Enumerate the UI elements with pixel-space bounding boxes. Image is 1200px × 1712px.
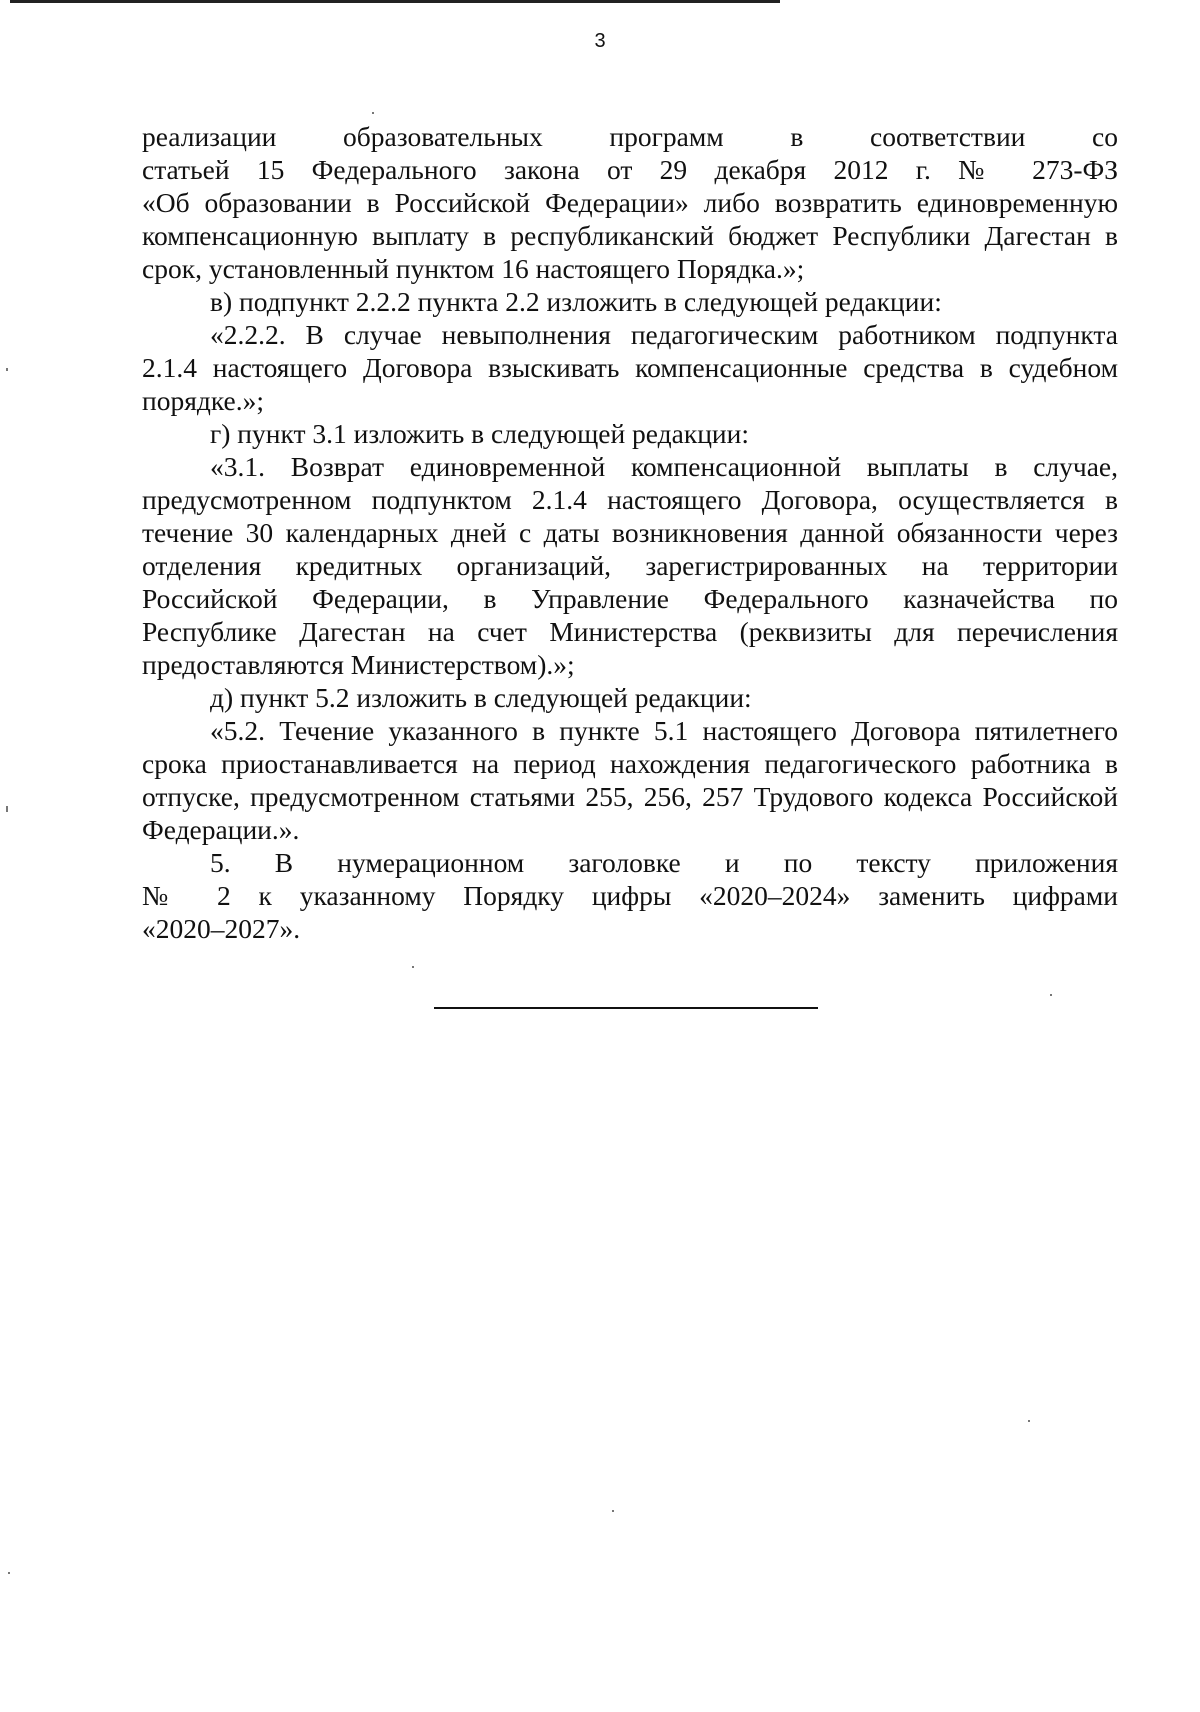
text-line: «Об образовании в Российской Федерации» либо возвратить единовременную bbox=[142, 187, 1118, 218]
scan-speck bbox=[1050, 994, 1052, 996]
text-line: г) пункт 3.1 изложить в следующей редакции: bbox=[210, 418, 749, 449]
text-line: в) подпункт 2.2.2 пункта 2.2 изложить в следующей редакции: bbox=[210, 286, 942, 317]
document-body bbox=[142, 120, 1118, 945]
text-line: 5. В нумерационном заголовке и по тексту приложения bbox=[210, 847, 1118, 878]
scan-speck bbox=[1028, 1420, 1030, 1422]
text-line: срок, установленный пунктом 16 настоящего Порядка.»; bbox=[142, 253, 805, 284]
text-line: предусмотренном подпунктом 2.1.4 настоящего Договора, осуществляется в bbox=[142, 484, 1118, 515]
text-line: реализации образовательных программ в соответствии со bbox=[142, 121, 1118, 152]
closing-rule bbox=[434, 1007, 818, 1009]
scan-speck bbox=[6, 368, 8, 371]
text-line: «2.2.2. В случае невыполнения педагогическим работником подпункта bbox=[210, 319, 1118, 350]
text-line: отпуске, предусмотренном статьями 255, 256, 257 Трудового кодекса Российской bbox=[142, 781, 1118, 812]
text-line: статьей 15 Федерального закона от 29 декабря 2012 г. № 273-ФЗ bbox=[142, 154, 1118, 185]
text-line: д) пункт 5.2 изложить в следующей редакции: bbox=[210, 682, 752, 713]
text-line: Федерации.». bbox=[142, 814, 300, 845]
page-number: 3 bbox=[594, 30, 606, 52]
text-line: Российской Федерации, в Управление Федерального казначейства по bbox=[142, 583, 1118, 614]
text-line: отделения кредитных организаций, зарегистрированных на территории bbox=[142, 550, 1118, 581]
text-line: «3.1. Возврат единовременной компенсационной выплаты в случае, bbox=[210, 451, 1118, 482]
text-line: течение 30 календарных дней с даты возникновения данной обязанности через bbox=[142, 517, 1118, 548]
text-line: компенсационную выплату в республиканский бюджет Республики Дагестан в bbox=[142, 220, 1118, 251]
text-line: Республике Дагестан на счет Министерства (реквизиты для перечисления bbox=[142, 616, 1118, 647]
top-edge-rule bbox=[10, 0, 780, 3]
text-line: «5.2. Течение указанного в пункте 5.1 настоящего Договора пятилетнего bbox=[210, 715, 1118, 746]
scan-speck bbox=[372, 112, 374, 114]
scan-speck bbox=[612, 1510, 614, 1512]
text-line: срока приостанавливается на период нахождения педагогического работника в bbox=[142, 748, 1118, 779]
text-line: «2020–2027». bbox=[142, 913, 301, 944]
text-line: № 2 к указанному Порядку цифры «2020–2024» заменить цифрами bbox=[142, 880, 1118, 911]
text-line: 2.1.4 настоящего Договора взыскивать компенсационные средства в судебном bbox=[142, 352, 1118, 383]
text-line: предоставляются Министерством).»; bbox=[142, 649, 575, 680]
text-line: порядке.»; bbox=[142, 385, 265, 416]
scan-speck bbox=[6, 806, 8, 812]
scan-speck bbox=[8, 1572, 10, 1574]
scan-speck bbox=[412, 966, 414, 968]
